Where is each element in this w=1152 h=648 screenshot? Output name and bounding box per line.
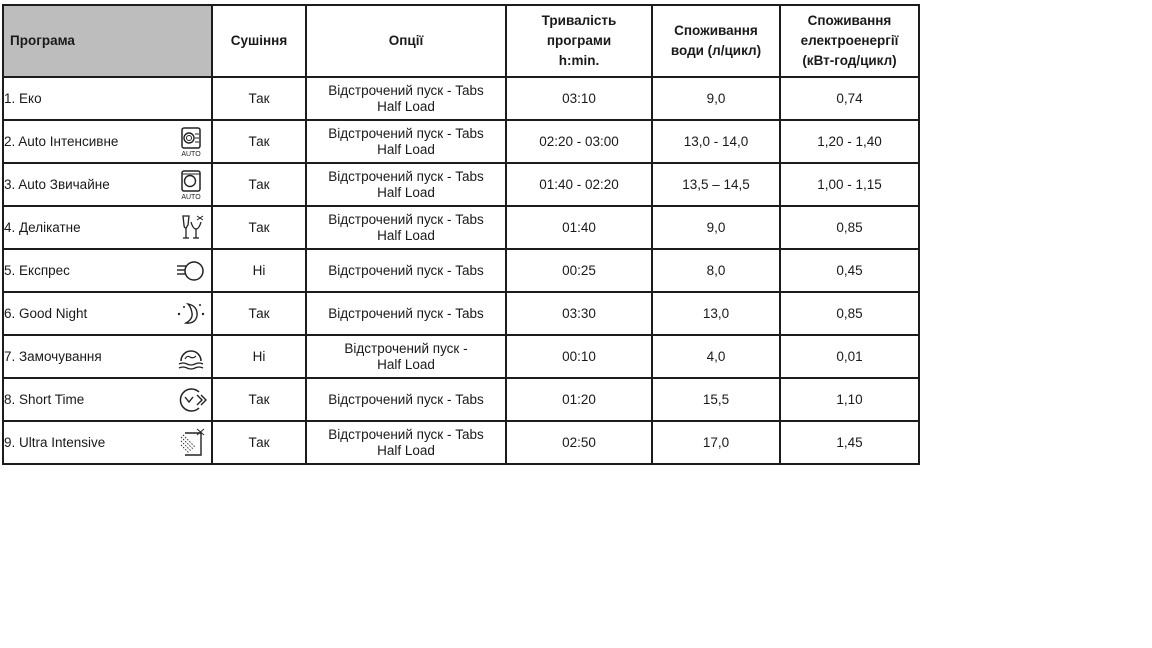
- program-name: 2. Auto Інтенсивне: [4, 133, 119, 149]
- express-icon: [171, 254, 211, 288]
- options-cell: [306, 249, 506, 292]
- options-cell: [306, 206, 506, 249]
- program-name-cell: [3, 378, 212, 421]
- program-table: [2, 4, 920, 465]
- duration-cell: 03:30: [506, 292, 652, 335]
- program-name-cell: [3, 163, 212, 206]
- drying-cell: Так: [212, 163, 306, 206]
- water-cell: 17,0: [652, 421, 780, 464]
- header-drying: Сушіння: [212, 5, 306, 77]
- table-row: [3, 120, 919, 163]
- header-water-line2: води (л/цикл): [670, 43, 762, 58]
- options-cell: [306, 292, 506, 335]
- duration-cell: 01:40: [506, 206, 652, 249]
- options-line2: Half Load: [377, 227, 435, 243]
- energy-cell: 0,74: [780, 77, 919, 120]
- options-line2: Half Load: [377, 184, 435, 200]
- water-cell: 4,0: [652, 335, 780, 378]
- water-cell: 13,5 – 14,5: [652, 163, 780, 206]
- duration-cell: 00:25: [506, 249, 652, 292]
- energy-cell: 1,00 - 1,15: [780, 163, 919, 206]
- options-line2: Half Load: [377, 98, 435, 114]
- header-duration-line1: Тривалість: [541, 13, 617, 28]
- program-name-cell: [3, 335, 212, 378]
- table-row: [3, 163, 919, 206]
- header-energy-line3: (кВт-год/цикл): [802, 53, 897, 68]
- program-name-cell: [3, 120, 212, 163]
- header-energy-line2: електроенергії: [800, 33, 899, 48]
- program-name: 1. Еко: [4, 90, 42, 106]
- table-row: [3, 77, 919, 120]
- options-line1: Відстрочений пуск - Tabs: [328, 391, 484, 407]
- table-row: [3, 378, 919, 421]
- duration-cell: 02:50: [506, 421, 652, 464]
- water-cell: 9,0: [652, 206, 780, 249]
- program-name-cell: [3, 249, 212, 292]
- energy-cell: 0,85: [780, 206, 919, 249]
- drying-cell: Ні: [212, 249, 306, 292]
- short-time-icon: [171, 383, 211, 417]
- options-line2: Half Load: [377, 141, 435, 157]
- program-name-cell: [3, 421, 212, 464]
- water-cell: 13,0 - 14,0: [652, 120, 780, 163]
- duration-cell: 02:20 - 03:00: [506, 120, 652, 163]
- auto-label: AUTO: [181, 150, 201, 158]
- ultra-intensive-icon: [171, 426, 211, 460]
- program-name: 4. Делікатне: [4, 219, 81, 235]
- water-cell: 13,0: [652, 292, 780, 335]
- options-cell: [306, 335, 506, 378]
- table-row: [3, 249, 919, 292]
- moon-night-icon: [171, 297, 211, 331]
- table-row: [3, 206, 919, 249]
- table-header-row: [3, 5, 919, 77]
- program-name: 8. Short Time: [4, 391, 85, 407]
- energy-cell: 1,10: [780, 378, 919, 421]
- drying-cell: Так: [212, 120, 306, 163]
- program-name: 5. Експрес: [4, 262, 70, 278]
- energy-cell: 1,45: [780, 421, 919, 464]
- soak-icon: [171, 340, 211, 374]
- table-row: [3, 292, 919, 335]
- options-cell: [306, 421, 506, 464]
- header-energy: [780, 5, 919, 77]
- energy-cell: 1,20 - 1,40: [780, 120, 919, 163]
- header-energy-line1: Споживання: [807, 13, 892, 28]
- table-row: [3, 335, 919, 378]
- program-name: 9. Ultra Intensive: [4, 434, 106, 450]
- options-line1: Відстрочений пуск - Tabs: [328, 211, 484, 227]
- water-cell: 15,5: [652, 378, 780, 421]
- options-cell: [306, 378, 506, 421]
- program-name: 7. Замочування: [4, 348, 102, 364]
- energy-cell: 0,45: [780, 249, 919, 292]
- header-duration: [506, 5, 652, 77]
- options-line2: Half Load: [377, 356, 435, 372]
- table-row: [3, 421, 919, 464]
- auto-intensive-icon: [171, 125, 211, 159]
- options-line1: Відстрочений пуск - Tabs: [328, 82, 484, 98]
- duration-cell: 01:20: [506, 378, 652, 421]
- options-line2: Half Load: [377, 442, 435, 458]
- options-cell: [306, 163, 506, 206]
- options-line1: Відстрочений пуск -: [344, 340, 468, 356]
- header-options: Опції: [306, 5, 506, 77]
- water-cell: 8,0: [652, 249, 780, 292]
- options-line1: Відстрочений пуск - Tabs: [328, 262, 484, 278]
- duration-cell: 03:10: [506, 77, 652, 120]
- energy-cell: 0,85: [780, 292, 919, 335]
- drying-cell: Ні: [212, 335, 306, 378]
- drying-cell: Так: [212, 378, 306, 421]
- header-duration-line2: програми: [546, 33, 612, 48]
- program-name: 6. Good Night: [4, 305, 88, 321]
- auto-label: AUTO: [181, 193, 201, 201]
- program-name-cell: [3, 292, 212, 335]
- header-water: [652, 5, 780, 77]
- water-cell: 9,0: [652, 77, 780, 120]
- options-line1: Відстрочений пуск - Tabs: [328, 168, 484, 184]
- duration-cell: 00:10: [506, 335, 652, 378]
- program-name-cell: [3, 206, 212, 249]
- program-name: 3. Auto Звичайне: [4, 176, 110, 192]
- header-water-line1: Споживання: [674, 23, 758, 38]
- delicate-glasses-icon: [171, 211, 211, 245]
- program-name-cell: [3, 77, 212, 120]
- options-line1: Відстрочений пуск - Tabs: [328, 125, 484, 141]
- drying-cell: Так: [212, 292, 306, 335]
- options-cell: [306, 120, 506, 163]
- duration-cell: 01:40 - 02:20: [506, 163, 652, 206]
- header-duration-line3: h:min.: [558, 53, 600, 68]
- header-program: Програма: [3, 5, 212, 77]
- options-line1: Відстрочений пуск - Tabs: [328, 305, 484, 321]
- options-cell: [306, 77, 506, 120]
- drying-cell: Так: [212, 206, 306, 249]
- options-line1: Відстрочений пуск - Tabs: [328, 426, 484, 442]
- energy-cell: 0,01: [780, 335, 919, 378]
- auto-normal-icon: [171, 168, 211, 202]
- drying-cell: Так: [212, 77, 306, 120]
- drying-cell: Так: [212, 421, 306, 464]
